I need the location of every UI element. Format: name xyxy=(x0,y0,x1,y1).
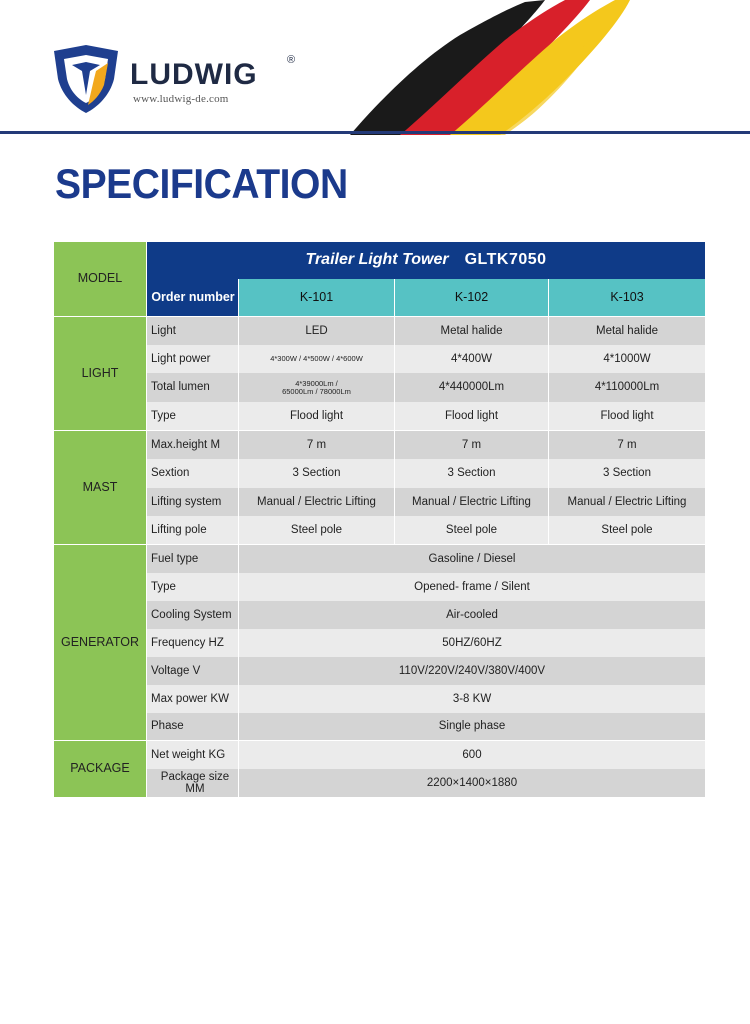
model-k101-header: K-101 xyxy=(239,279,394,316)
light-type-row-value: Flood light xyxy=(239,402,394,430)
header-divider xyxy=(0,131,750,134)
german-flag-stripes-graphic xyxy=(340,0,640,135)
column-divider xyxy=(146,242,147,797)
max-height-row-label: Max.height M xyxy=(147,431,239,459)
package-size-row-value: 2200×1400×1880 xyxy=(239,769,705,797)
order-number-label: Order number xyxy=(147,279,239,316)
product-title-bar xyxy=(147,242,705,279)
page-header xyxy=(0,0,750,135)
lifting-pole-row-value: Steel pole xyxy=(239,516,394,544)
net-weight-row-label: Net weight KG xyxy=(147,741,239,769)
fuel-type-row-value: Gasoline / Diesel xyxy=(239,545,705,573)
max-height-row-value: 7 m xyxy=(549,431,705,459)
group-generator: GENERATOR xyxy=(54,545,146,740)
website-url: www.ludwig-de.com xyxy=(133,93,229,105)
package-size-row-label: Package size MM xyxy=(147,769,239,797)
page-title: SPECIFICATION xyxy=(55,160,348,207)
section-row-label: Sextion xyxy=(147,459,239,488)
column-divider xyxy=(394,279,395,544)
product-code: GLTK7050 xyxy=(464,251,547,269)
light-type-row-label: Type xyxy=(147,402,239,430)
fuel-type-row-label: Fuel type xyxy=(147,545,239,573)
light-power-row-value: 4*300W / 4*500W / 4*600W xyxy=(239,345,394,373)
light-power-row-value: 4*1000W xyxy=(549,345,705,373)
column-divider xyxy=(548,279,549,544)
section-row-value: 3 Section xyxy=(549,459,705,488)
light-power-row-label: Light power xyxy=(147,345,239,373)
model-k102-header: K-102 xyxy=(395,279,548,316)
lifting-system-row-value: Manual / Electric Lifting xyxy=(239,488,394,516)
section-row-value: 3 Section xyxy=(239,459,394,488)
model-k103-header: K-103 xyxy=(549,279,705,316)
ludwig-shield-logo-icon xyxy=(50,45,122,113)
lifting-pole-row-value: Steel pole xyxy=(395,516,548,544)
model-label: MODEL xyxy=(54,242,146,316)
frequency-row-value: 50HZ/60HZ xyxy=(239,629,705,657)
max-power-row-label: Max power KW xyxy=(147,685,239,713)
light-row-value: LED xyxy=(239,317,394,345)
column-divider xyxy=(238,279,239,797)
generator-type-row-label: Type xyxy=(147,573,239,601)
max-height-row-value: 7 m xyxy=(395,431,548,459)
frequency-row-label: Frequency HZ xyxy=(147,629,239,657)
total-lumen-row-label: Total lumen xyxy=(147,373,239,402)
lifting-system-row-value: Manual / Electric Lifting xyxy=(395,488,548,516)
total-lumen-row-value: 4*39000Lm / 65000Lm / 78000Lm xyxy=(239,373,394,402)
brand-name: LUDWIG xyxy=(130,58,258,91)
group-divider xyxy=(54,740,705,741)
voltage-row-label: Voltage V xyxy=(147,657,239,685)
voltage-row-value: 110V/220V/240V/380V/400V xyxy=(239,657,705,685)
net-weight-row-value: 600 xyxy=(239,741,705,769)
max-power-row-value: 3-8 KW xyxy=(239,685,705,713)
cooling-system-row-value: Air-cooled xyxy=(239,601,705,629)
group-divider xyxy=(54,544,705,545)
lifting-pole-row-value: Steel pole xyxy=(549,516,705,544)
lifting-pole-row-label: Lifting pole xyxy=(147,516,239,544)
group-light: LIGHT xyxy=(54,317,146,430)
product-title: Trailer Light Tower xyxy=(305,251,449,269)
registered-mark: ® xyxy=(287,54,296,66)
total-lumen-row-value: 4*110000Lm xyxy=(549,373,705,402)
group-divider xyxy=(54,316,705,317)
lifting-system-row-value: Manual / Electric Lifting xyxy=(549,488,705,516)
cooling-system-row-label: Cooling System xyxy=(147,601,239,629)
max-height-row-value: 7 m xyxy=(239,431,394,459)
lifting-system-row-label: Lifting system xyxy=(147,488,239,516)
light-row-value: Metal halide xyxy=(549,317,705,345)
light-type-row-value: Flood light xyxy=(549,402,705,430)
group-divider xyxy=(54,430,705,431)
phase-row-label: Phase xyxy=(147,713,239,740)
section-row-value: 3 Section xyxy=(395,459,548,488)
light-type-row-value: Flood light xyxy=(395,402,548,430)
light-power-row-value: 4*400W xyxy=(395,345,548,373)
light-row-value: Metal halide xyxy=(395,317,548,345)
phase-row-value: Single phase xyxy=(239,713,705,740)
generator-type-row-value: Opened- frame / Silent xyxy=(239,573,705,601)
total-lumen-row-value: 4*440000Lm xyxy=(395,373,548,402)
group-mast: MAST xyxy=(54,431,146,544)
group-package: PACKAGE xyxy=(54,741,146,797)
light-row-label: Light xyxy=(147,317,239,345)
